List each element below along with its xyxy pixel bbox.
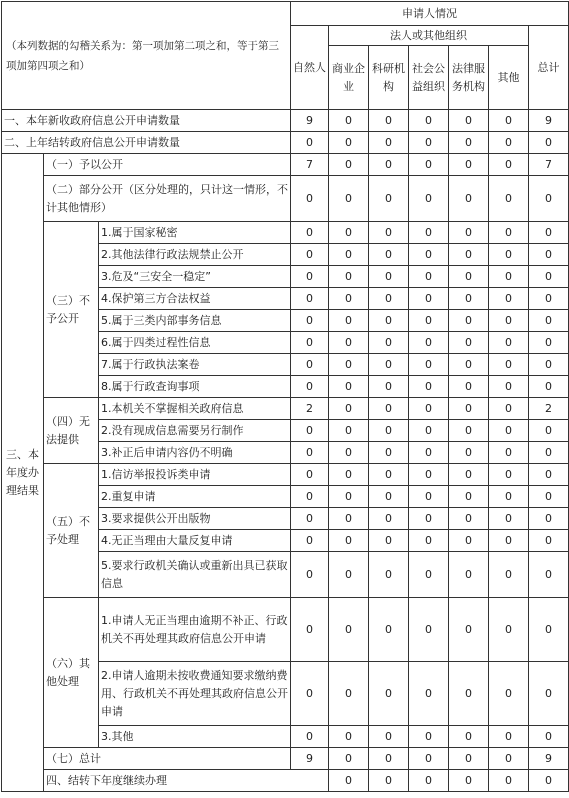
cell: 0 (489, 176, 529, 222)
cell: 0 (529, 598, 569, 662)
cell: 0 (489, 354, 529, 376)
row-label: 四、结转下年度继续办理 (44, 770, 329, 792)
cell: 0 (489, 486, 529, 508)
cell: 0 (529, 770, 569, 792)
cell: 0 (329, 176, 369, 222)
cell: 0 (489, 726, 529, 748)
cell: 0 (529, 486, 569, 508)
cell: 0 (329, 770, 369, 792)
cell: 0 (449, 530, 489, 552)
cell: 9 (291, 110, 329, 132)
cell: 0 (489, 288, 529, 310)
cell: 0 (529, 176, 569, 222)
group-6-label: （六）其他处理 (44, 598, 99, 748)
cell: 0 (489, 552, 529, 598)
cell: 0 (329, 110, 369, 132)
cell: 0 (529, 376, 569, 398)
cell: 0 (329, 376, 369, 398)
cell: 0 (449, 222, 489, 244)
cell: 0 (291, 508, 329, 530)
cell: 0 (529, 332, 569, 354)
col-research: 科研机构 (369, 46, 409, 110)
cell: 0 (291, 354, 329, 376)
cell: 0 (489, 442, 529, 464)
cell: 0 (489, 376, 529, 398)
cell: 0 (489, 748, 529, 770)
cell: 7 (529, 154, 569, 176)
cell: 0 (291, 598, 329, 662)
cell: 0 (489, 132, 529, 154)
cell: 0 (449, 110, 489, 132)
cell: 0 (449, 244, 489, 266)
cell: 0 (369, 354, 409, 376)
row-label: 一、本年新收政府信息公开申请数量 (2, 110, 291, 132)
cell: 0 (489, 530, 529, 552)
cell: 0 (291, 332, 329, 354)
cell: 0 (329, 598, 369, 662)
cell: 0 (369, 726, 409, 748)
cell: 0 (489, 464, 529, 486)
row-label: 7.属于行政执法案卷 (99, 354, 291, 376)
cell: 0 (369, 420, 409, 442)
cell: 0 (449, 508, 489, 530)
col-other: 其他 (489, 46, 529, 110)
col-public-welfare: 社会公益组织 (409, 46, 449, 110)
cell: 0 (329, 244, 369, 266)
cell: 0 (369, 110, 409, 132)
table-row (2, 132, 569, 154)
cell: 0 (449, 726, 489, 748)
cell: 0 (409, 770, 449, 792)
cell: 0 (291, 464, 329, 486)
cell: 0 (369, 530, 409, 552)
cell: 0 (529, 222, 569, 244)
cell: 0 (449, 310, 489, 332)
cell: 0 (291, 662, 329, 726)
cell: 0 (409, 176, 449, 222)
cell: 0 (409, 154, 449, 176)
cell: 0 (291, 420, 329, 442)
cell: 0 (489, 310, 529, 332)
row-label: 8.属于行政查询事项 (99, 376, 291, 398)
table-row (2, 598, 569, 662)
cell: 0 (329, 354, 369, 376)
cell: 0 (291, 266, 329, 288)
cell: 0 (409, 110, 449, 132)
col-legal-service: 法律服务机构 (449, 46, 489, 110)
cell: 0 (329, 748, 369, 770)
cell: 0 (369, 398, 409, 420)
cell: 0 (329, 332, 369, 354)
row-label: 4.保护第三方合法权益 (99, 288, 291, 310)
cell: 0 (291, 132, 329, 154)
cell: 0 (369, 464, 409, 486)
cell: 0 (291, 244, 329, 266)
cell: 0 (369, 376, 409, 398)
group-3-label: （三）不予公开 (44, 222, 99, 398)
cell: 0 (329, 398, 369, 420)
cell: 0 (489, 398, 529, 420)
cell: 0 (409, 464, 449, 486)
cell: 0 (329, 266, 369, 288)
row-label: 1.本机关不掌握相关政府信息 (99, 398, 291, 420)
table-row (2, 176, 569, 222)
cell: 0 (409, 420, 449, 442)
row-label: （二）部分公开（区分处理的，只计这一情形，不计其他情形） (44, 176, 291, 222)
cell: 0 (369, 748, 409, 770)
col-business: 商业企业 (329, 46, 369, 110)
row-label: 6.属于四类过程性信息 (99, 332, 291, 354)
cell: 0 (489, 332, 529, 354)
cell: 0 (409, 222, 449, 244)
cell: 0 (449, 354, 489, 376)
cell: 0 (329, 662, 369, 726)
cell: 0 (449, 154, 489, 176)
row-label: 3.补正后申请内容仍不明确 (99, 442, 291, 464)
cell: 0 (369, 598, 409, 662)
group-5-label: （五）不予处理 (44, 464, 99, 598)
cell: 0 (529, 310, 569, 332)
cell: 0 (329, 288, 369, 310)
cell: 0 (529, 354, 569, 376)
cell: 0 (329, 726, 369, 748)
cell: 0 (529, 726, 569, 748)
row-label: 2.申请人逾期未按收费通知要求缴纳费用、行政机关不再处理其政府信息公开申请 (99, 662, 291, 726)
row-label: 3.要求提供公开出版物 (99, 508, 291, 530)
cell: 0 (291, 530, 329, 552)
cell: 0 (369, 310, 409, 332)
cell: 0 (369, 154, 409, 176)
cell: 0 (369, 552, 409, 598)
cell: 0 (409, 310, 449, 332)
cell: 0 (449, 398, 489, 420)
cell: 0 (409, 266, 449, 288)
cell: 0 (409, 552, 449, 598)
cell: 0 (329, 154, 369, 176)
row-label: 二、上年结转政府信息公开申请数量 (2, 132, 291, 154)
cell: 0 (409, 726, 449, 748)
cell: 0 (369, 266, 409, 288)
cell: 0 (489, 222, 529, 244)
cell: 0 (409, 748, 449, 770)
col-natural-person: 自然人 (291, 26, 329, 110)
cell: 0 (291, 486, 329, 508)
row-label: （七）总计 (44, 748, 291, 770)
row-label: 2.没有现成信息需要另行制作 (99, 420, 291, 442)
cell: 0 (409, 244, 449, 266)
cell: 0 (489, 662, 529, 726)
cell: 0 (449, 486, 489, 508)
cell: 7 (291, 154, 329, 176)
cell: 0 (449, 332, 489, 354)
cell: 0 (449, 266, 489, 288)
cell: 0 (489, 420, 529, 442)
cell: 0 (529, 266, 569, 288)
cell: 0 (291, 222, 329, 244)
cell: 0 (489, 598, 529, 662)
row-label: 3.危及“三安全一稳定” (99, 266, 291, 288)
cell: 0 (489, 154, 529, 176)
cell: 0 (449, 288, 489, 310)
cell: 0 (369, 132, 409, 154)
cell: 0 (409, 508, 449, 530)
col-total: 总计 (529, 26, 569, 110)
cell: 0 (369, 222, 409, 244)
cell: 9 (529, 748, 569, 770)
cell: 0 (529, 442, 569, 464)
cell: 0 (329, 486, 369, 508)
cell: 0 (409, 288, 449, 310)
row-label: 2.其他法律行政法规禁止公开 (99, 244, 291, 266)
row-label: 1.信访举报投诉类申请 (99, 464, 291, 486)
row-label: 5.属于三类内部事务信息 (99, 310, 291, 332)
cell: 0 (529, 508, 569, 530)
table-row (2, 770, 569, 792)
cell: 0 (449, 598, 489, 662)
cell: 0 (369, 442, 409, 464)
table-row (2, 748, 569, 770)
table-row (2, 464, 569, 486)
cell: 0 (291, 176, 329, 222)
cell: 0 (329, 552, 369, 598)
cell: 0 (449, 176, 489, 222)
cell: 2 (291, 398, 329, 420)
table-row (2, 154, 569, 176)
cell: 0 (329, 222, 369, 244)
applicant-status-header: 申请人情况 (291, 2, 569, 26)
cell: 0 (449, 376, 489, 398)
cell: 0 (409, 486, 449, 508)
cell: 0 (409, 132, 449, 154)
legal-entity-header: 法人或其他组织 (329, 26, 529, 46)
row-label: 5.要求行政机关确认或重新出具已获取信息 (99, 552, 291, 598)
cell: 0 (489, 266, 529, 288)
table-row (2, 110, 569, 132)
cell: 0 (449, 420, 489, 442)
table-row (2, 222, 569, 244)
cell: 0 (369, 244, 409, 266)
cell: 0 (449, 442, 489, 464)
cell: 0 (329, 530, 369, 552)
cell: 0 (291, 310, 329, 332)
cell: 0 (329, 508, 369, 530)
cell: 9 (529, 110, 569, 132)
cell: 0 (369, 176, 409, 222)
cell: 0 (529, 288, 569, 310)
cell: 0 (449, 132, 489, 154)
cell: 0 (409, 442, 449, 464)
cell: 0 (291, 376, 329, 398)
cell: 0 (529, 552, 569, 598)
cell: 0 (409, 530, 449, 552)
cell: 9 (291, 748, 329, 770)
cell: 0 (529, 464, 569, 486)
cell: 0 (409, 354, 449, 376)
cell: 0 (291, 442, 329, 464)
cell: 0 (529, 530, 569, 552)
cell: 0 (369, 288, 409, 310)
row-label: （一）予以公开 (44, 154, 291, 176)
row-label: 3.其他 (99, 726, 291, 748)
cell: 0 (409, 376, 449, 398)
cell: 0 (449, 464, 489, 486)
table-row (2, 398, 569, 420)
cell: 0 (409, 598, 449, 662)
row-label: 1.属于国家秘密 (99, 222, 291, 244)
group-4-label: （四）无法提供 (44, 398, 99, 464)
cell: 0 (529, 244, 569, 266)
section-3-label: 三、本年度办理结果 (2, 154, 44, 792)
cell: 0 (291, 288, 329, 310)
cell: 0 (369, 508, 409, 530)
cell: 0 (489, 244, 529, 266)
cell: 0 (291, 552, 329, 598)
row-label: 4.无正当理由大量反复申请 (99, 530, 291, 552)
cell: 0 (369, 332, 409, 354)
cell: 0 (409, 398, 449, 420)
cell: 0 (369, 770, 409, 792)
cell: 0 (529, 420, 569, 442)
cell: 0 (449, 770, 489, 792)
cell: 0 (529, 132, 569, 154)
cell: 0 (489, 770, 529, 792)
cell: 0 (291, 726, 329, 748)
cell: 0 (449, 662, 489, 726)
cell: 0 (329, 442, 369, 464)
cell: 0 (409, 332, 449, 354)
cell: 0 (489, 110, 529, 132)
row-label: 1.申请人无正当理由逾期不补正、行政机关不再处理其政府信息公开申请 (99, 598, 291, 662)
row-label: 2.重复申请 (99, 486, 291, 508)
cell: 0 (369, 662, 409, 726)
cell: 0 (369, 486, 409, 508)
relation-note: （本列数据的勾稽关系为：第一项加第二项之和，等于第三项加第四项之和） (2, 2, 291, 110)
cell: 0 (489, 508, 529, 530)
gov-info-disclosure-table (1, 1, 569, 792)
cell: 0 (329, 464, 369, 486)
cell: 0 (449, 748, 489, 770)
cell: 0 (409, 662, 449, 726)
cell: 0 (529, 662, 569, 726)
cell: 0 (329, 132, 369, 154)
cell: 0 (329, 310, 369, 332)
cell: 0 (329, 420, 369, 442)
cell: 0 (449, 552, 489, 598)
cell: 2 (529, 398, 569, 420)
